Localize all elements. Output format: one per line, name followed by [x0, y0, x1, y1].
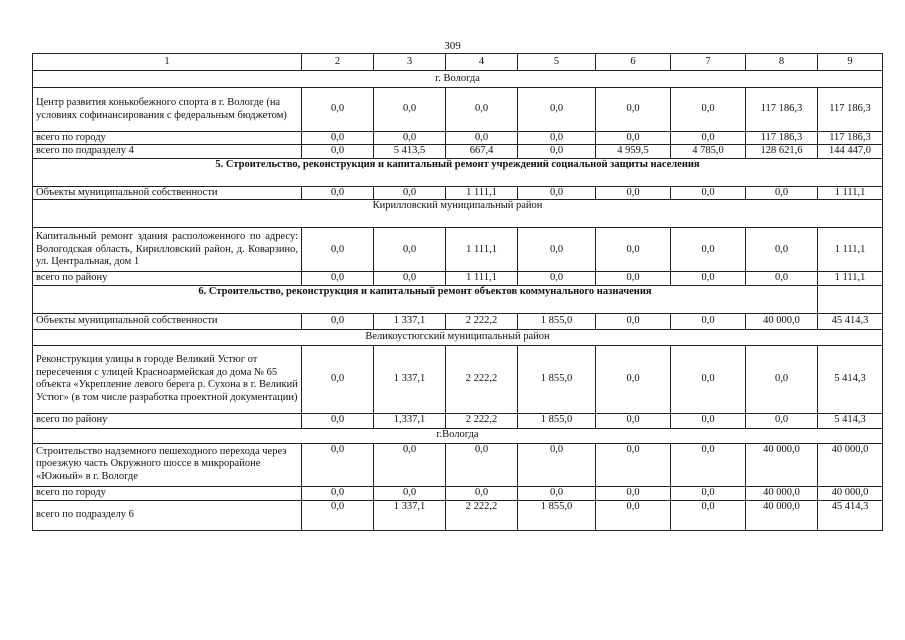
- cell-value: 0,0: [374, 132, 446, 145]
- region-band-vologda-2: г.Вологда: [33, 428, 883, 443]
- cell-value: 0,0: [671, 413, 746, 428]
- cell-value: 128 621,6: [746, 145, 818, 158]
- cell-value: 40 000,0: [746, 500, 818, 530]
- cell-value: 5 414,3: [818, 413, 883, 428]
- cell-value: 40 000,0: [818, 443, 883, 486]
- row-label-skating-center: Центр развития конькобежного спорта в г. Вологде (на условиях софинансирования с федеральным бюджетом): [33, 88, 302, 132]
- cell-value: 0,0: [671, 313, 746, 329]
- table-row: [33, 88, 883, 132]
- section-5-title: 5. Строительство, реконструкция и капитальный ремонт учреждений социальной защиты населения: [33, 158, 883, 186]
- column-header: 4: [446, 54, 518, 71]
- cell-value: 0,0: [596, 345, 671, 413]
- cell-value: 5 414,3: [818, 345, 883, 413]
- cell-value: 5 413,5: [374, 145, 446, 158]
- cell-value: 0,0: [302, 145, 374, 158]
- cell-value: 117 186,3: [818, 132, 883, 145]
- column-header: 9: [818, 54, 883, 71]
- cell-value: 40 000,0: [746, 486, 818, 500]
- cell-value: 0,0: [518, 486, 596, 500]
- column-header: 5: [518, 54, 596, 71]
- cell-value: 0,0: [302, 500, 374, 530]
- cell-value: 1 111,1: [446, 186, 518, 199]
- cell-value: 1 337,1: [374, 313, 446, 329]
- region-band-vologda: г. Вологда: [33, 71, 883, 88]
- cell-value: 0,0: [596, 500, 671, 530]
- table-row: [33, 228, 883, 272]
- cell-value: 40 000,0: [818, 486, 883, 500]
- table-row: [33, 132, 883, 145]
- cell-value: 0,0: [374, 486, 446, 500]
- cell-value: 2 222,2: [446, 345, 518, 413]
- cell-value: 0,0: [518, 272, 596, 285]
- cell-value: 1 111,1: [446, 272, 518, 285]
- section-row: [33, 285, 883, 313]
- section-row: [33, 158, 883, 186]
- cell-value: 0,0: [446, 443, 518, 486]
- row-label-district-total: всего по району: [33, 413, 302, 428]
- cell-value: 0,0: [374, 186, 446, 199]
- cell-value: 0,0: [446, 132, 518, 145]
- cell-value: 0,0: [446, 486, 518, 500]
- cell-value: 1 111,1: [818, 272, 883, 285]
- cell-value: 0,0: [518, 132, 596, 145]
- cell-value: 4 785,0: [671, 145, 746, 158]
- cell-value: 45 414,3: [818, 313, 883, 329]
- section-6-title: 6. Строительство, реконструкция и капитальный ремонт объектов коммунального назначения: [33, 285, 818, 313]
- cell-value: 0,0: [374, 228, 446, 272]
- cell-value: 0,0: [671, 186, 746, 199]
- cell-value: 0,0: [302, 272, 374, 285]
- cell-value: 0,0: [596, 272, 671, 285]
- cell-value: 2 222,2: [446, 500, 518, 530]
- table-row: [33, 500, 883, 530]
- cell-value: 0,0: [671, 272, 746, 285]
- cell-value: 0,0: [671, 132, 746, 145]
- cell-value: 0,0: [596, 443, 671, 486]
- cell-value: 1 855,0: [518, 500, 596, 530]
- column-header: 7: [671, 54, 746, 71]
- cell-value: 0,0: [671, 443, 746, 486]
- cell-value: 0,0: [518, 443, 596, 486]
- column-header: 3: [374, 54, 446, 71]
- cell-value: 1 855,0: [518, 345, 596, 413]
- cell-value: 144 447,0: [818, 145, 883, 158]
- column-header: 1: [33, 54, 302, 71]
- table-row: [33, 145, 883, 158]
- column-header: 2: [302, 54, 374, 71]
- cell-value: 45 414,3: [818, 500, 883, 530]
- cell-value: 0,0: [671, 228, 746, 272]
- cell-value: 0,0: [596, 228, 671, 272]
- row-label-kovarzino-repair: Капитальный ремонт здания расположенного по адресу: Вологодская область, Кирилловский район, д. Коварзино, ул. Центральная, дом 1: [33, 228, 302, 272]
- table-row: [33, 186, 883, 199]
- table-row: [33, 345, 883, 413]
- column-header-row: [33, 54, 883, 71]
- cell-value: 1 855,0: [518, 313, 596, 329]
- region-band-row: [33, 71, 883, 88]
- cell-value: 0,0: [518, 145, 596, 158]
- cell-value: 1 337,1: [374, 345, 446, 413]
- cell-value: 2 222,2: [446, 313, 518, 329]
- cell-value: 0,0: [302, 228, 374, 272]
- cell-value: 0,0: [746, 186, 818, 199]
- cell-value: 1 855,0: [518, 413, 596, 428]
- cell-value: 0,0: [518, 228, 596, 272]
- empty-cell: [818, 285, 883, 313]
- cell-value: 0,0: [746, 413, 818, 428]
- page-number: 309: [444, 40, 461, 52]
- cell-value: 1 111,1: [446, 228, 518, 272]
- cell-value: 0,0: [446, 88, 518, 132]
- cell-value: 0,0: [596, 313, 671, 329]
- region-band-row: [33, 428, 883, 443]
- row-label-city-total: всего по городу: [33, 486, 302, 500]
- row-label-municipal-property: Объекты муниципальной собственности: [33, 186, 302, 199]
- cell-value: 117 186,3: [818, 88, 883, 132]
- cell-value: 1 337,1: [374, 500, 446, 530]
- cell-value: 0,0: [746, 228, 818, 272]
- cell-value: 0,0: [374, 88, 446, 132]
- table-row: [33, 272, 883, 285]
- cell-value: 0,0: [302, 486, 374, 500]
- cell-value: 0,0: [302, 88, 374, 132]
- cell-value: 0,0: [302, 345, 374, 413]
- cell-value: 0,0: [596, 88, 671, 132]
- cell-value: 40 000,0: [746, 443, 818, 486]
- cell-value: 0,0: [596, 413, 671, 428]
- cell-value: 667,4: [446, 145, 518, 158]
- table-row: [33, 486, 883, 500]
- cell-value: 1 111,1: [818, 228, 883, 272]
- row-label-city-total: всего по городу: [33, 132, 302, 145]
- cell-value: 0,0: [374, 272, 446, 285]
- row-label-municipal-property: Объекты муниципальной собственности: [33, 313, 302, 329]
- column-header: 6: [596, 54, 671, 71]
- cell-value: 0,0: [671, 345, 746, 413]
- table-row: [33, 413, 883, 428]
- cell-value: 0,0: [746, 272, 818, 285]
- cell-value: 0,0: [671, 500, 746, 530]
- region-band-row: [33, 329, 883, 345]
- cell-value: 0,0: [518, 88, 596, 132]
- cell-value: 0,0: [596, 486, 671, 500]
- cell-value: 0,0: [374, 443, 446, 486]
- cell-value: 0,0: [302, 313, 374, 329]
- row-label-pedestrian-crossing: Строительство надземного пешеходного перехода через проезжую часть Окружного шоссе в микрорайоне «Южный» в г. Вологде: [33, 443, 302, 486]
- cell-value: 117 186,3: [746, 132, 818, 145]
- row-label-district-total: всего по району: [33, 272, 302, 285]
- cell-value: 1 111,1: [818, 186, 883, 199]
- row-label-ustyug-street: Реконструкция улицы в городе Великий Устюг от пересечения с улицей Красноармейская до дома № 65 объекта «Укрепление левого берега р. Сухона в г. Великий Устюг» (в том числе разработка проектной документации): [33, 345, 302, 413]
- cell-value: 0,0: [671, 88, 746, 132]
- region-band-ustyug: Великоустюгский муниципальный район: [33, 329, 883, 345]
- cell-value: 0,0: [302, 443, 374, 486]
- cell-value: 0,0: [302, 413, 374, 428]
- region-band-row: [33, 200, 883, 228]
- column-header: 8: [746, 54, 818, 71]
- cell-value: 0,0: [518, 186, 596, 199]
- cell-value: 0,0: [302, 132, 374, 145]
- row-label-subsection-6-total: всего по подразделу 6: [33, 500, 302, 530]
- cell-value: 0,0: [302, 186, 374, 199]
- cell-value: 1,337,1: [374, 413, 446, 428]
- cell-value: 0,0: [671, 486, 746, 500]
- table-row: [33, 443, 883, 486]
- cell-value: 4 959,5: [596, 145, 671, 158]
- region-band-kirillov: Кирилловский муниципальный район: [33, 200, 883, 228]
- cell-value: 0,0: [596, 132, 671, 145]
- cell-value: 117 186,3: [746, 88, 818, 132]
- cell-value: 2 222,2: [446, 413, 518, 428]
- table-row: [33, 313, 883, 329]
- cell-value: 0,0: [596, 186, 671, 199]
- row-label-subsection-4-total: всего по подразделу 4: [33, 145, 302, 158]
- budget-table: [32, 53, 883, 531]
- cell-value: 40 000,0: [746, 313, 818, 329]
- cell-value: 0,0: [746, 345, 818, 413]
